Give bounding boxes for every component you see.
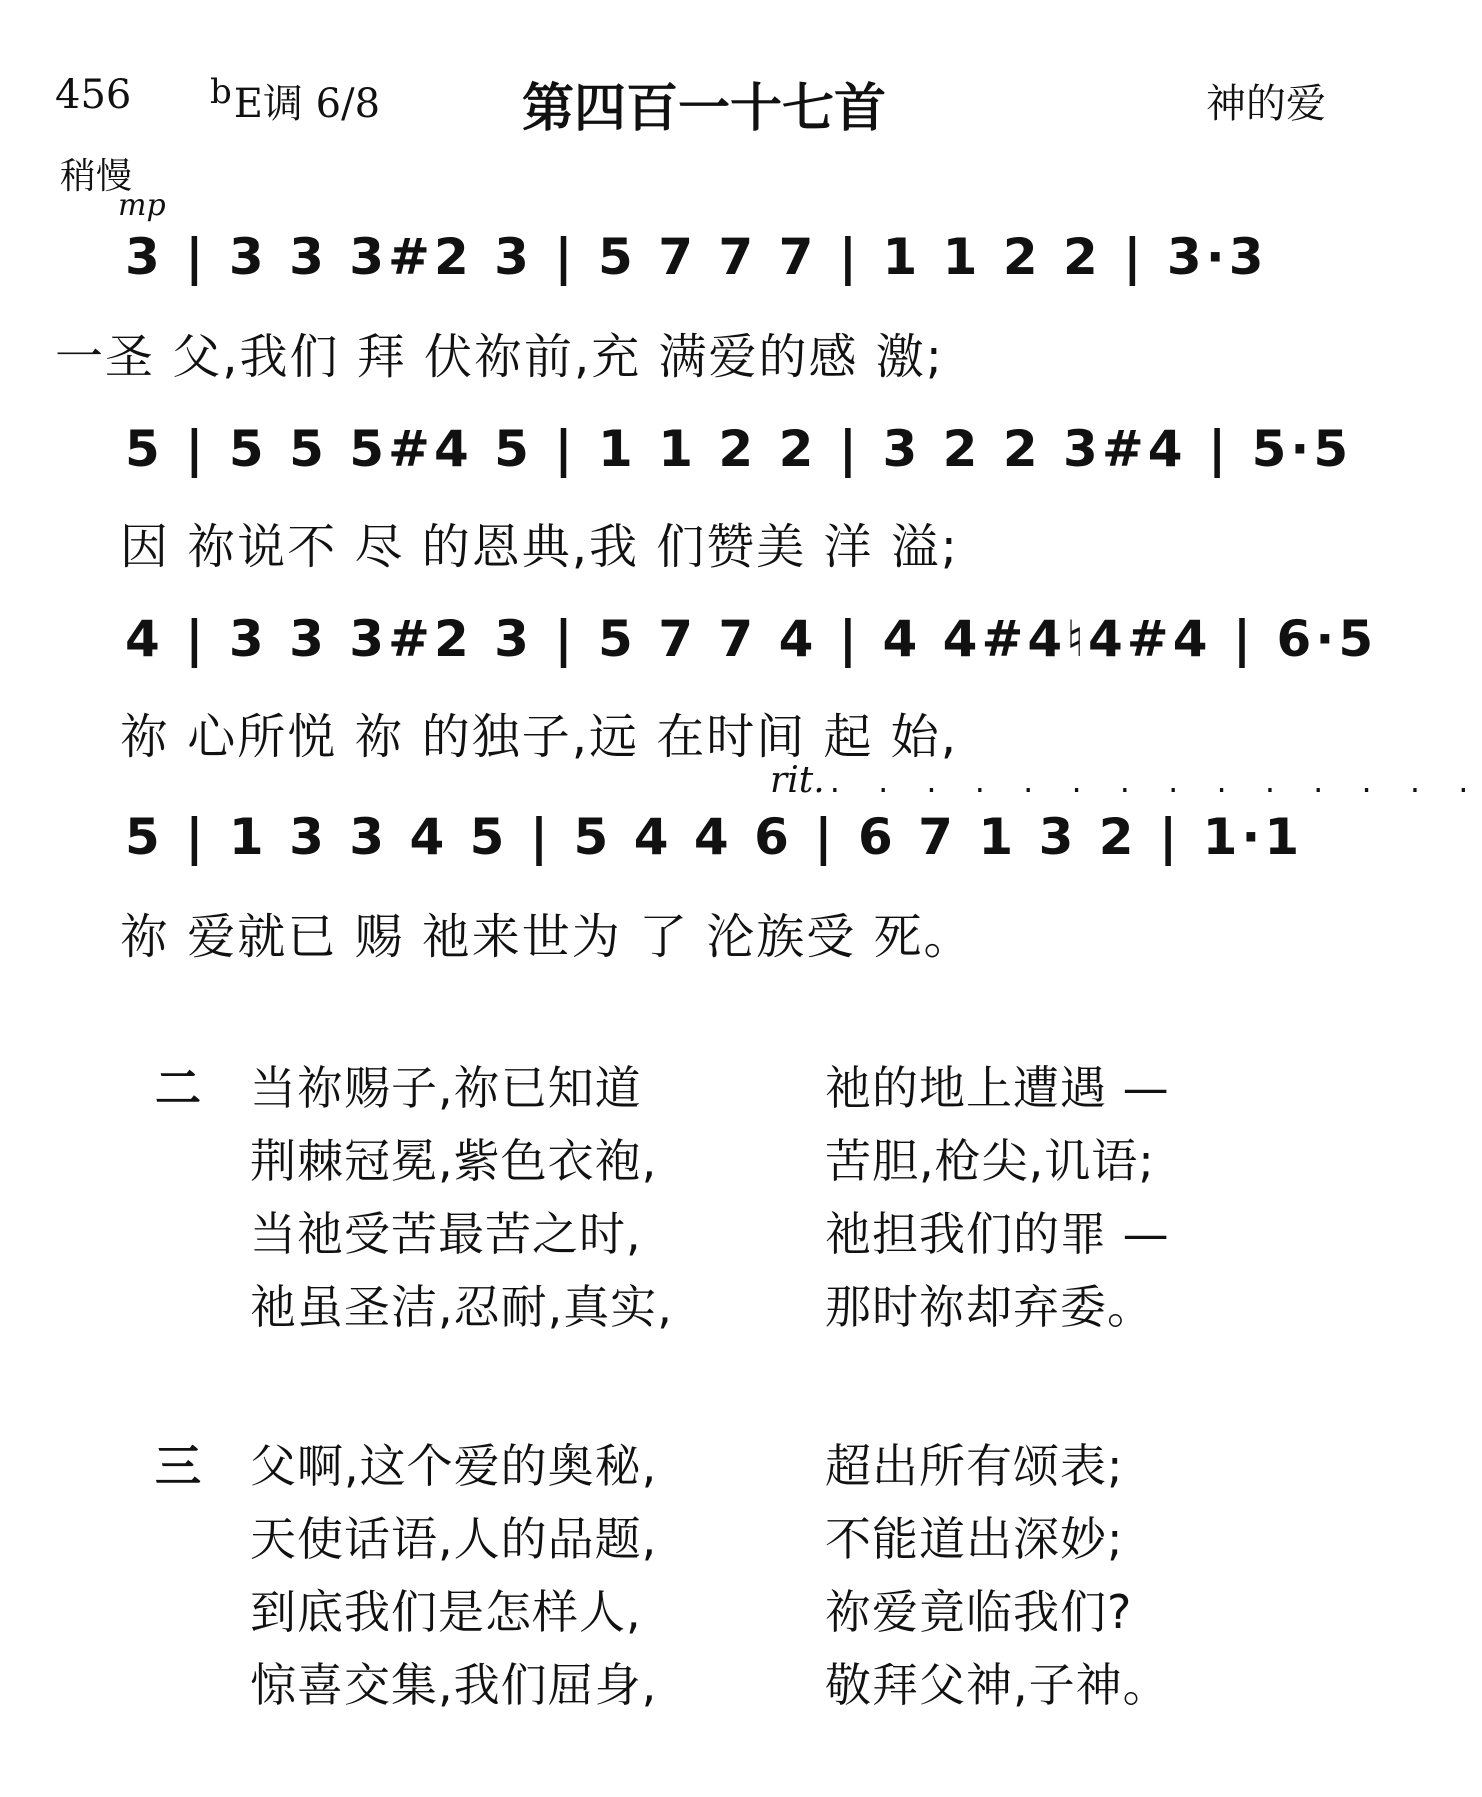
verse-3-line-1b: 超出所有颂表; [825,1439,1124,1493]
score-notes-line-1: 3 | 3 3 3#2 3 | 5 7 7 7 | 1 1 2 2 | 3·3 [125,228,1268,286]
rit-dotted-line: . . . . . . . . . . . . . . [829,762,1482,800]
verse-3-line-4a: 惊喜交集,我们屈身, [250,1658,658,1712]
tempo-marking: 稍慢 [60,156,133,197]
verse-2-line-1b: 祂的地上遭遇 — [825,1061,1170,1115]
verse-number-2: 二 [155,1061,201,1115]
verse-2-line-3a: 当祂受苦最苦之时, [250,1207,642,1261]
dynamic-marking: mp [118,188,166,223]
key-signature [210,72,380,129]
verse-2-line-4a: 祂虽圣洁,忍耐,真实, [250,1280,673,1334]
verse-2-line-3b: 祂担我们的罪 — [825,1207,1170,1261]
score-lyrics-line-2: 因 祢说不 尽 的恩典,我 们赞美 洋 溢; [120,519,959,575]
ritardando-marking [770,760,1482,801]
hymn-category: 神的爱 [1206,81,1326,127]
key-and-time: E调 6/8 [233,81,381,127]
verse-2-line-1a: 当祢赐子,祢已知道 [250,1061,642,1115]
score-notes-line-2: 5 | 5 5 5#4 5 | 1 1 2 2 | 3 2 2 3#4 | 5·5 [125,420,1353,478]
page-number: 456 [55,72,132,118]
verse-number-3: 三 [155,1439,201,1493]
verse-3-line-3a: 到底我们是怎样人, [250,1585,642,1639]
verse-3-line-4b: 敬拜父神,子神。 [825,1658,1170,1712]
score-notes-line-3: 4 | 3 3 3#2 3 | 5 7 7 4 | 4 4#4♮4#4 | 6·5 [125,610,1378,668]
verse-3-line-1a: 父啊,这个爱的奥秘, [250,1439,658,1493]
flat-symbol: b [210,72,232,112]
rit-label: rit. [770,760,825,801]
score-notes-line-4: 5 | 1 3 3 4 5 | 5 4 4 6 | 6 7 1 3 2 | 1·1 [125,808,1304,866]
verse-2-line-4b: 那时祢却弃委。 [825,1280,1154,1334]
score-lyrics-line-4: 祢 爱就已 赐 祂来世为 了 沦族受 死。 [120,909,974,965]
verse-2-line-2b: 苦胆,枪尖,讥语; [825,1134,1155,1188]
verse-3-line-2b: 不能道出深妙; [825,1512,1124,1566]
score-lyrics-line-1: 一圣 父,我们 拜 伏祢前,充 满爱的感 激; [55,329,944,385]
verse-3-line-3b: 祢爱竟临我们? [825,1585,1133,1639]
hymn-title: 第四百一十七首 [522,79,887,139]
verse-3-line-2a: 天使话语,人的品题, [250,1512,658,1566]
score-lyrics-line-3: 祢 心所悦 祢 的独子,远 在时间 起 始, [120,709,959,765]
verse-2-line-2a: 荆棘冠冕,紫色衣袍, [250,1134,658,1188]
